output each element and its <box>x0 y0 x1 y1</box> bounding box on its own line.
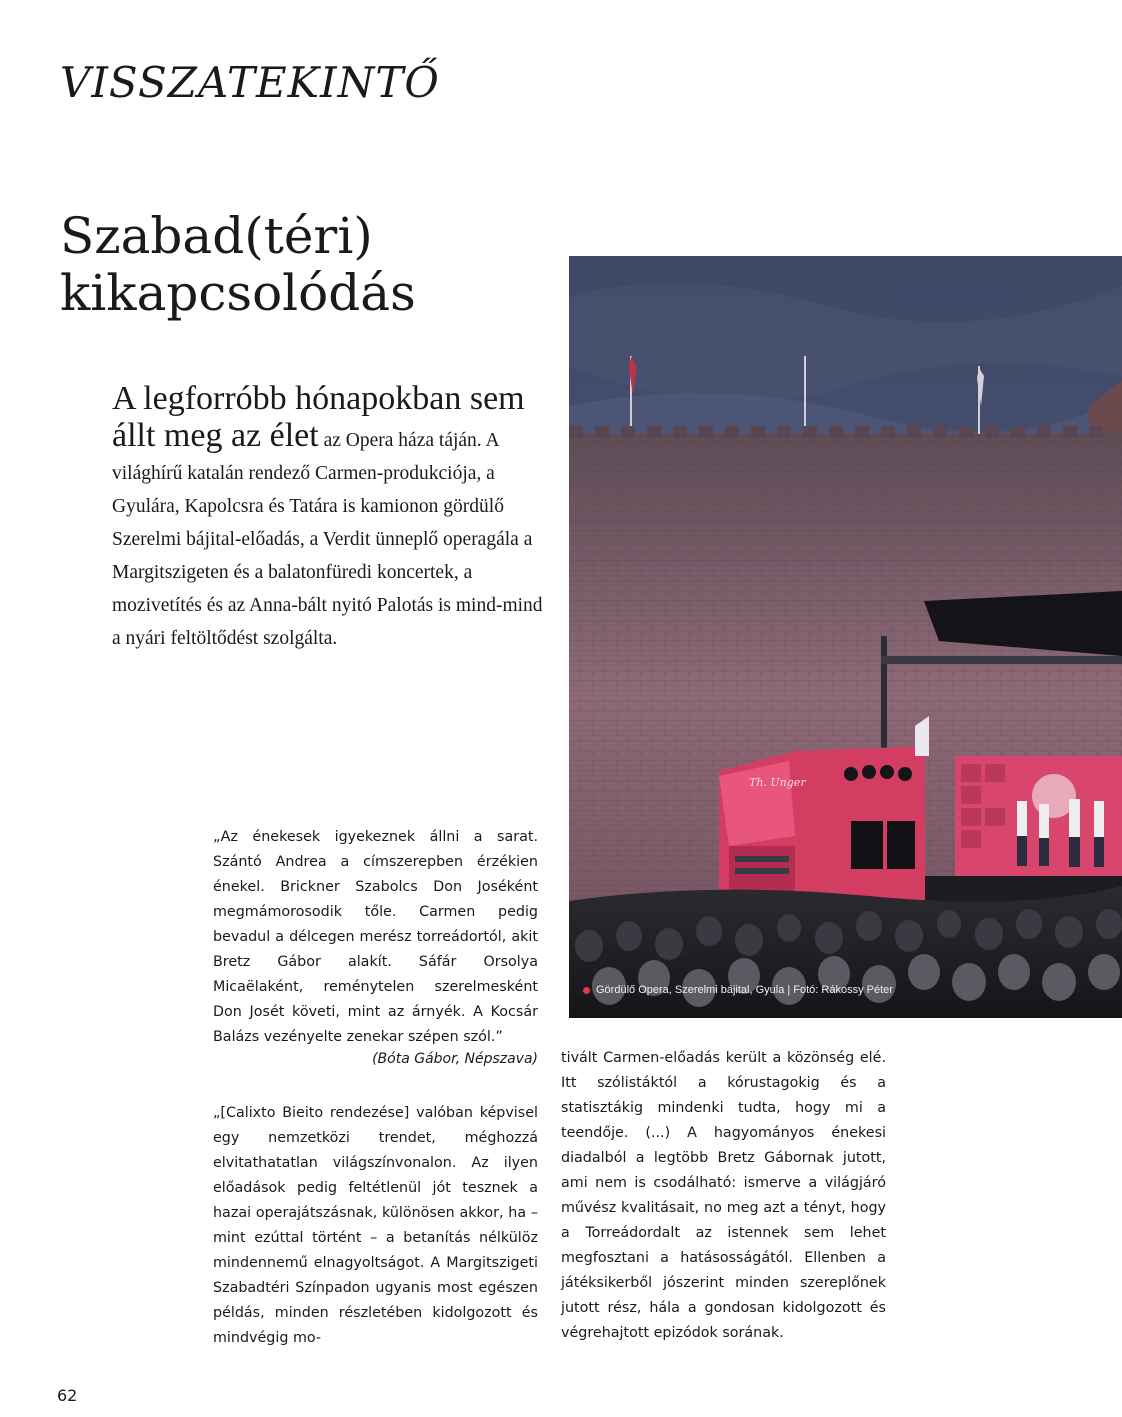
lead-paragraph <box>112 380 552 655</box>
section-label: VISSZATEKINTŐ <box>60 58 440 107</box>
photo-illustration <box>569 256 1122 1018</box>
review-quote-2: „[Calixto Bieito rendezése] valóban képvisel egy nemzetközi trendet, méghozzá elvitathatatlan világszínvonalon. Az ilyen előadások pedig feltétlenül jót tesznek a hazai operajátszásnak, különösen akkor, ha – mint ezúttal történt – a betanítás nélkülöz mindennemű elnagyoltságot. A Margitszigeti Szabadtéri Színpadon ugyanis most egészen példás, minden részletében kidolgozott és mindvégig mo- <box>213 1105 538 1346</box>
page-number: 62 <box>57 1386 78 1405</box>
review-quote-2-continued: tivált Carmen-előadás került a közönség elé. Itt szólistáktól a kórustagokig és a statisztákig mindenki tudta, hogy mi a teendője. (...) A hagyományos énekesi diadalból a legtöbb Bretz Gábornak jutott, ami nem is csodálható: ismerve a világjáró művész kvalitásait, no meg azt a tényt, hogy a Torreádordalt az istennek sem lehet megfosztani a hatásosságától. Ellenben a játéksikerből jószerint minden szereplőnek jutott rész, hála a gondosan kidolgozott és végrehajtott epizódok sorának. <box>561 1050 886 1341</box>
lead-emphasis: A legforróbb hónapokban sem állt meg az élet <box>112 380 525 454</box>
article-title <box>60 208 416 322</box>
caption-dot-icon <box>583 987 590 994</box>
lead-text: az Opera háza táján. A világhírű katalán rendező Carmen-produkciója, a Gyulára, Kapolcsra és Tatára is kamionon gördülő Szerelmi bájital-előadás, a Verdit ünneplő operagála a Margitszigeten és a balatonfüredi koncertek, a mozivetítés és az Anna-bált nyitó Palotás is mind-mind a nyári feltöltődést szolgálta. <box>112 430 543 649</box>
title-line-2: kikapcsolódás <box>60 264 416 322</box>
truck-sign: Th. Unger <box>749 776 806 789</box>
review-quote-1-source: (Bóta Gábor, Népszava) <box>372 1051 538 1067</box>
title-line-1: Szabad(téri) <box>60 207 373 265</box>
photo-caption <box>583 984 893 996</box>
photo-caption-text: Gördülő Opera, Szerelmi bájital, Gyula | Fotó: Rákossy Péter <box>596 984 893 996</box>
article-photo <box>569 256 1122 1018</box>
review-quote-1: „Az énekesek igyekeznek állni a sarat. Szántó Andrea a címszerepben érzékien énekel. Brickner Szabolcs Don Joséként megmámorosodik tőle. Carmen pedig bevadul a délcegen merész torreádortól, akit Bretz Gábor alakít. Sáfár Orsolya Micaëlaként, reménytelen szerelmesként Don Josét követi, mint az árnyék. A Kocsár Balázs vezényelte zenekar szépen szól.” <box>213 829 538 1045</box>
